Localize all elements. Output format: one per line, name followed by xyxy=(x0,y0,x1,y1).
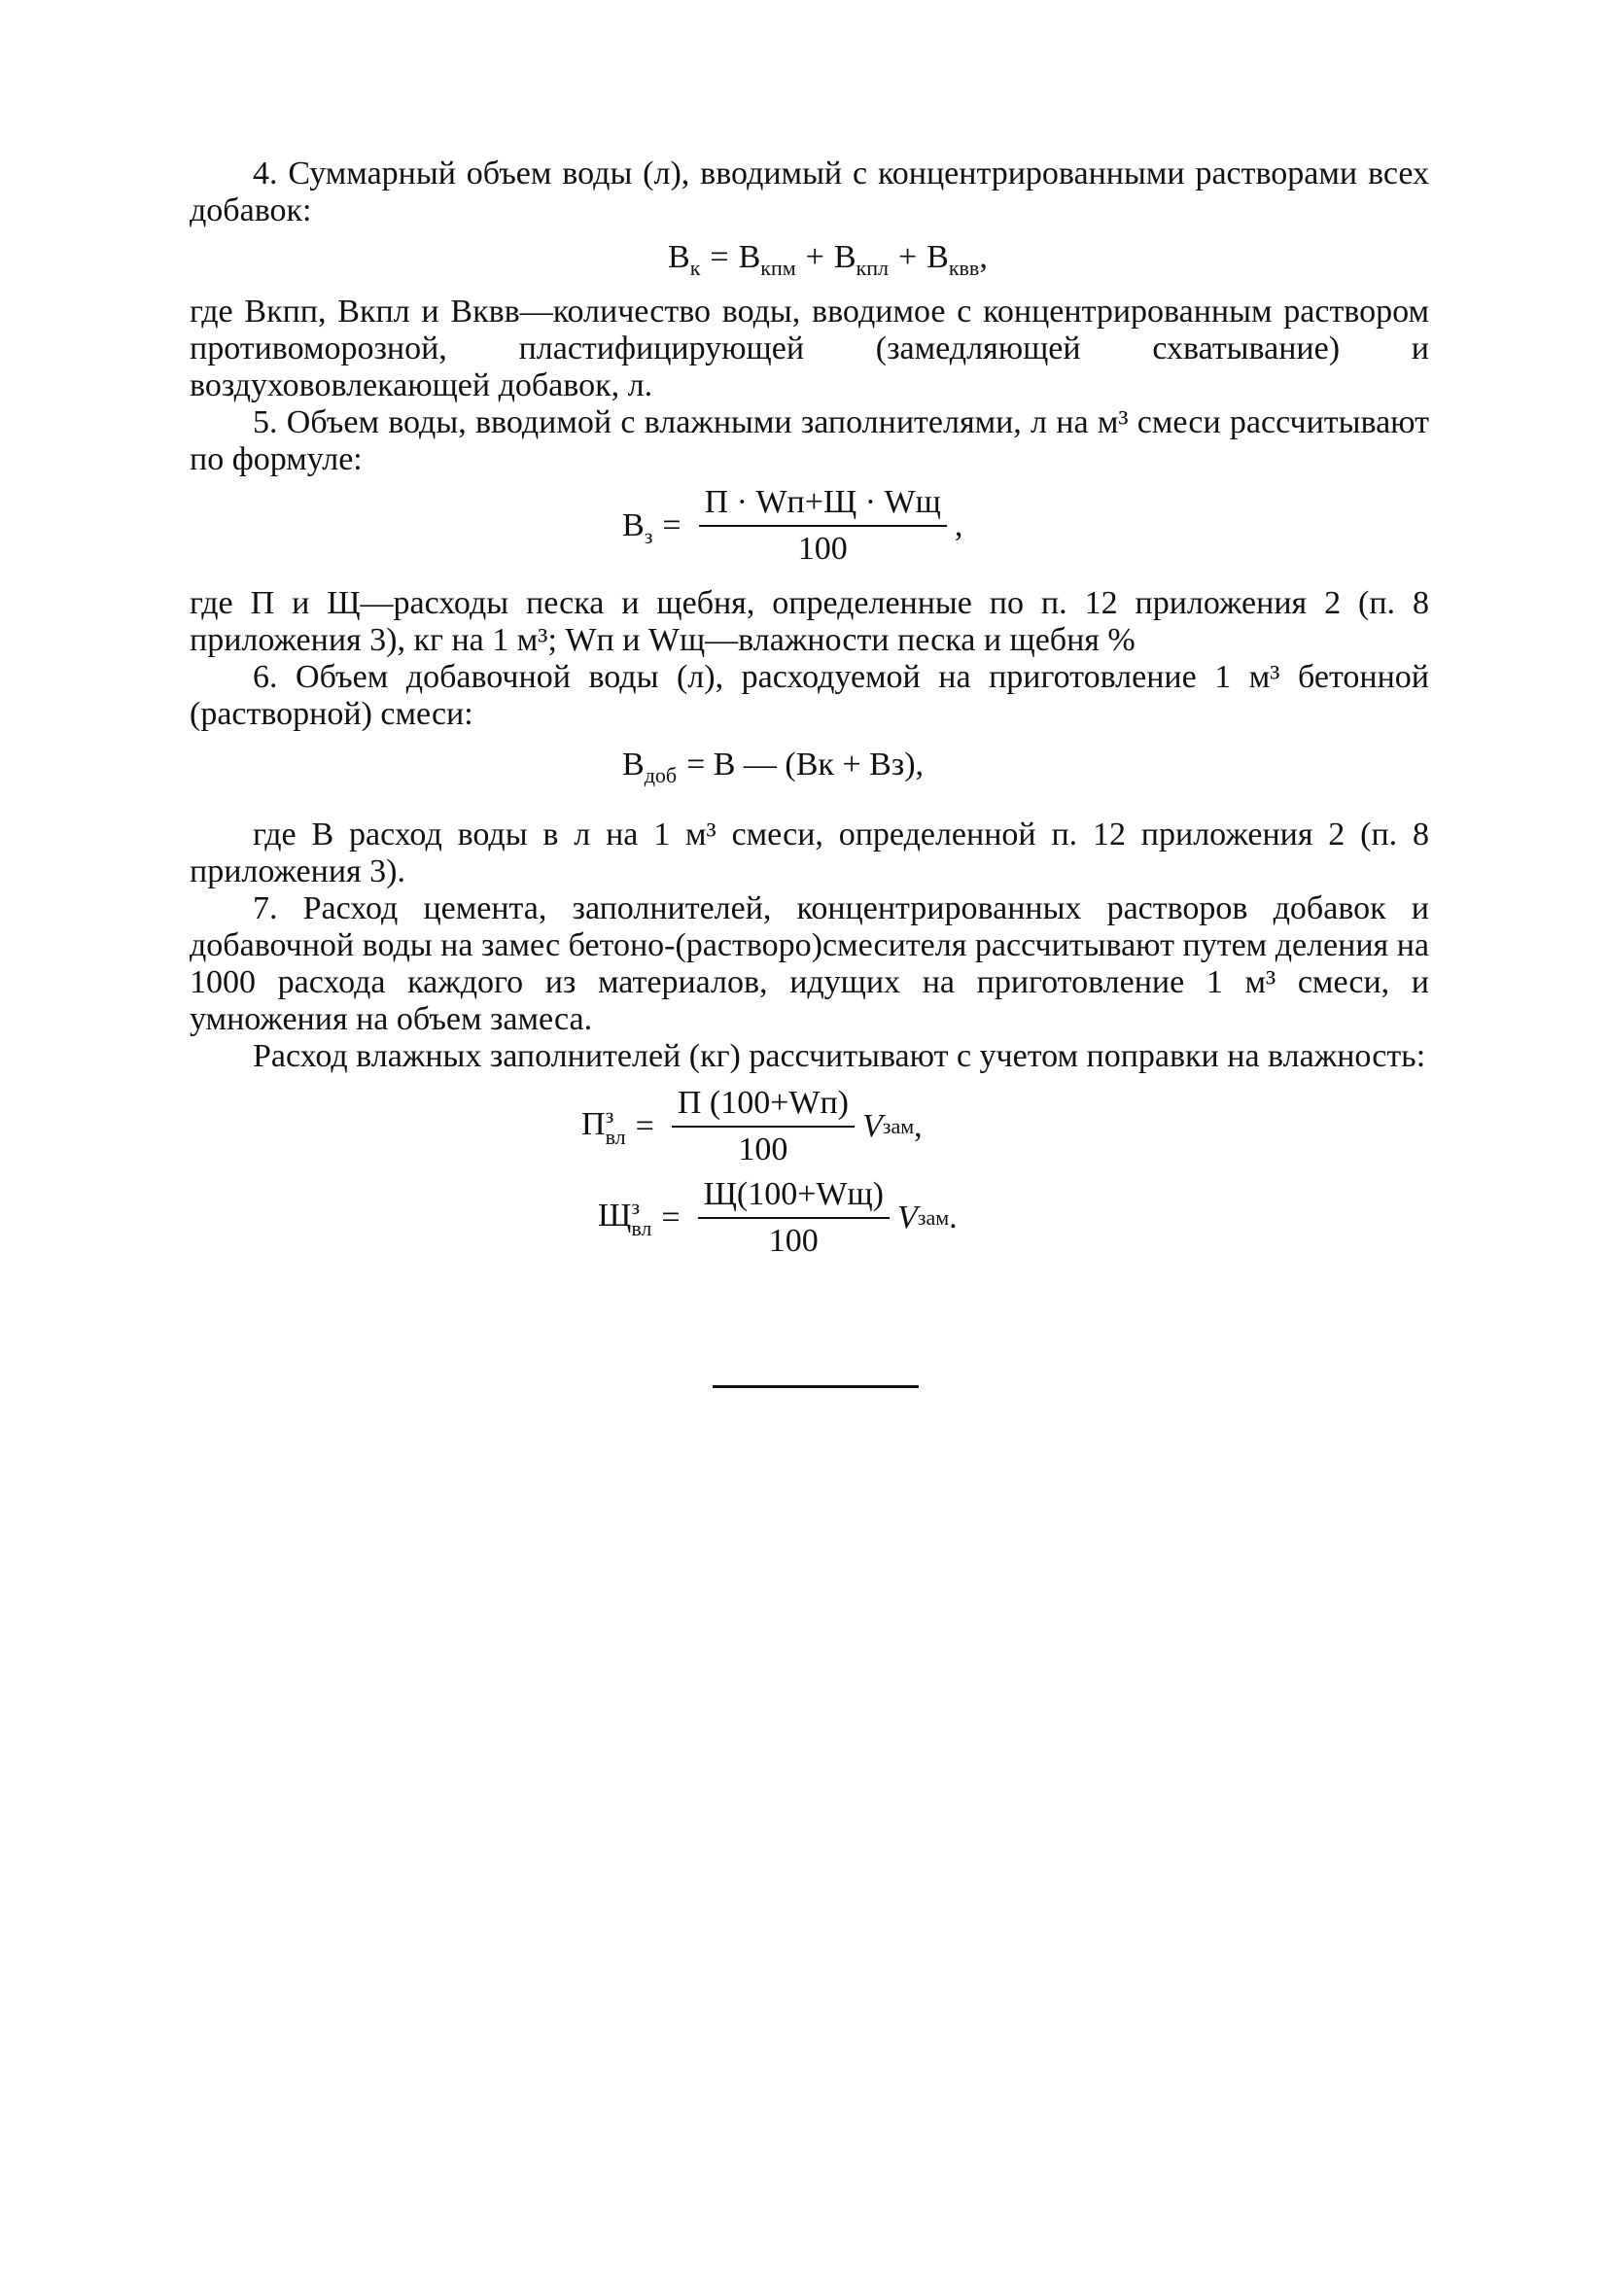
paragraph-6-where: где В расход воды в л на 1 м³ смеси, определенной п. 12 приложения 2 (п. 8 приложения 3). xyxy=(190,817,1429,889)
formula-punctuation: . xyxy=(949,1200,958,1235)
subscript: вл xyxy=(605,1125,626,1149)
fraction-denominator: 100 xyxy=(768,1223,819,1259)
fraction-denominator: 100 xyxy=(738,1131,788,1167)
fraction-denominator: 100 xyxy=(797,531,848,567)
fraction xyxy=(672,1085,855,1168)
formula-punctuation: , xyxy=(954,507,963,543)
formula-wet-sand: П з вл = $\frac{П (100+Wп)}{100}$ V зам , xyxy=(581,1085,923,1167)
plus-sign: + xyxy=(897,239,918,275)
formula-term-3: $В_{квв}$ xyxy=(926,239,980,280)
fraction-numerator: П (100+Wп) xyxy=(672,1085,855,1128)
section-end-rule xyxy=(713,1385,919,1388)
paragraph-4: 4. Суммарный объем воды (л), вводимый с концентрированными растворами всех добавок: xyxy=(190,156,1429,228)
superscript: з xyxy=(605,1103,614,1128)
paragraph-6: 6. Объем добавочной воды (л), расходуемой на приготовление 1 м³ бетонной (растворной) смеси: xyxy=(190,659,1429,732)
formula-aggregate-water xyxy=(190,484,1429,568)
formula-punctuation: , xyxy=(914,1108,923,1144)
formula-wet-gravel: Щ з вл = $\frac{Щ(100+Wщ)}{100}$ V зам . xyxy=(598,1176,958,1259)
equals-sign: = xyxy=(710,239,729,275)
volume-symbol: V xyxy=(862,1108,883,1144)
paragraph-5-where: где П и Щ—расходы песка и щебня, определенные по п. 12 приложения 2 (п. 8 приложения 3), кг на 1 м³; Wп и Wщ—влажности песка и щебня % xyxy=(190,585,1429,658)
fraction xyxy=(699,484,947,568)
superscript: з xyxy=(631,1195,641,1219)
formula-lhs: $В_к$ xyxy=(668,239,701,280)
paragraph-5: 5. Объем воды, вводимой с влажными заполнителями, л на м³ смеси рассчитывают по формуле: xyxy=(190,404,1429,477)
fraction xyxy=(698,1176,890,1260)
fraction-numerator: Щ(100+Wщ) xyxy=(698,1176,890,1219)
subscript: вл xyxy=(631,1216,652,1240)
formula-lhs: $В_{доб}$ xyxy=(622,747,678,787)
paragraph-4-where: где Вкпп, Вкпл и Вквв—количество воды, вводимое с концентрированным раствором противоморозной, пластифицирующей (замедляющей схватывание) и воздухововлекающей добавок, л. xyxy=(190,294,1429,403)
volume-symbol: V xyxy=(896,1200,918,1235)
formula-lhs: $В_з$ xyxy=(622,507,653,548)
formula-additional-water xyxy=(190,747,1429,787)
formula-rhs: = В — (Вк + Вз), xyxy=(686,747,925,783)
equals-sign: = xyxy=(661,1200,681,1235)
formula-term-2: $В_{кпл}$ xyxy=(833,239,889,280)
fraction-numerator: П · Wп+Щ · Wщ xyxy=(699,484,947,527)
formula-total-water xyxy=(190,239,1429,280)
paragraph-7-moisture: Расход влажных заполнителей (кг) рассчитывают с учетом поправки на влажность: xyxy=(253,1038,1426,1074)
formula-lhs: Щ з вл xyxy=(598,1195,652,1240)
paragraph-7: 7. Расход цемента, заполнителей, концентрированных растворов добавок и добавочной воды на замес бетоно-(растворо)смесителя рассчитывают путем деления на 1000 расхода каждого из материалов, идущих на приготовление 1 м³ смеси, и умножения на объем замеса. xyxy=(190,890,1429,1037)
equals-sign: = xyxy=(635,1108,654,1144)
formula-punctuation: , xyxy=(979,239,988,275)
formula-lhs: П з вл xyxy=(581,1103,626,1149)
plus-sign: + xyxy=(805,239,824,275)
document-page xyxy=(190,156,1429,1260)
equals-sign: = xyxy=(662,507,682,543)
formula-term-1: $В_{кпм}$ xyxy=(738,239,796,280)
